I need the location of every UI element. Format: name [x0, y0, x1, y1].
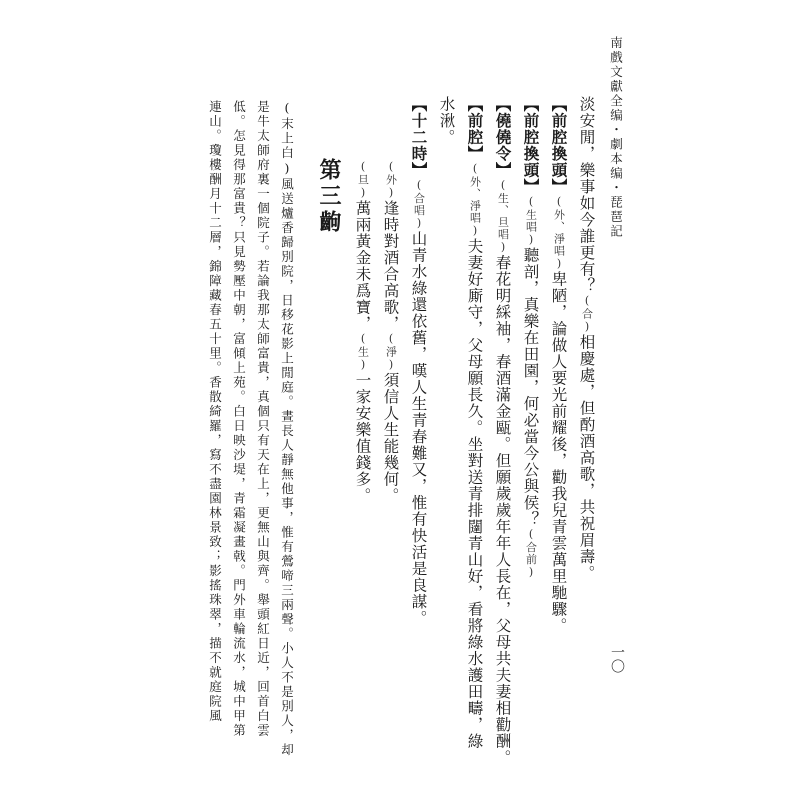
verse-text: 卑陋，論做人要光前耀後，勸我兒青雲萬里馳驟。 [549, 271, 568, 634]
verse-line-8 [382, 160, 398, 504]
role-note: (生) [356, 332, 370, 372]
verse-line-5 [466, 96, 483, 750]
verse-text: 淡安閒，樂事如今誰更有？ [577, 96, 596, 294]
role-note: (外) [384, 160, 398, 200]
page-number: 一〇 [609, 645, 625, 673]
tune-label: 【前腔換頭】 [549, 96, 569, 195]
running-title: 南戲文獻全编・劇本编・琵琶記 [608, 36, 624, 239]
role-note: (外、淨唱) [468, 162, 482, 238]
role-note: (外、淨唱) [552, 195, 566, 271]
verse-line-9 [354, 160, 370, 504]
verse-text: 夫妻好廝守，父母願長久。坐對送青排闥青山好，看將綠水護田疇，綠 [465, 238, 484, 750]
scene-line-1: (末上白)風送爐香歸別院，日移花影上閒庭。晝長人靜無他事，惟有鶯啼三兩聲。小人不是別人，却 [279, 100, 295, 758]
verse-line-1 [578, 96, 594, 582]
role-note: (合前) [524, 527, 538, 580]
tune-label: 【十二時】 [409, 96, 429, 179]
verse-line-4 [494, 96, 511, 766]
verse-text: 春花明綵袖，春酒滿金甌。但願歲歲年年人長在，父母共夫妻相勸酬。 [493, 254, 512, 766]
verse-line-6 [438, 96, 454, 146]
role-note: (合唱) [412, 178, 426, 231]
scene-line-3: 低。怎見得那富貴？只見勢壓中朝，富傾上苑。白日映沙堤，青霜凝畫戟。門外車輪流水，城中甲第 [231, 100, 247, 738]
verse-line-7 [410, 96, 427, 627]
verse-text: 逢時對酒合高歌， [381, 200, 400, 332]
verse-line-2 [550, 96, 567, 634]
verse-text: 一家安樂值錢多。 [353, 372, 372, 504]
verse-text: 山青水綠還依舊，嘆人生青春難又，惟有快活是良謀。 [409, 230, 428, 627]
section-title: 第三齣 [316, 158, 342, 236]
verse-text: 萬兩黃金未爲寶， [353, 200, 372, 332]
role-note: (淨) [384, 332, 398, 372]
verse-text: 須信人生能幾何。 [381, 372, 400, 504]
verse-text: 相慶處，但酌酒高歌，共祝眉壽。 [577, 334, 596, 582]
verse-line-3 [522, 96, 539, 580]
tune-label: 【前腔換頭】 [521, 96, 541, 195]
role-note: (生唱) [524, 195, 538, 247]
scene-line-2: 是牛太師府裏一個院子。若論我那太師富貴，真個只有天在上，更無山與齊。舉頭紅日近，回首白雲 [255, 100, 271, 738]
verse-text: 聽剖，真樂在田園，何必當今公與侯？ [521, 247, 540, 528]
scene-line-4: 連山。瓊樓酬月十二層，錦障藏春五十里。香散綺羅，寫不盡園林景致；影搖珠翠，描不就庭院風 [207, 100, 223, 724]
tune-label: 【前腔】 [465, 96, 485, 162]
tune-label: 【僥僥令】 [493, 96, 513, 179]
role-note: (合) [580, 294, 594, 334]
role-note: (生、旦唱) [496, 178, 510, 255]
role-note: (旦) [356, 160, 370, 200]
verse-text: 水湫。 [437, 96, 456, 146]
